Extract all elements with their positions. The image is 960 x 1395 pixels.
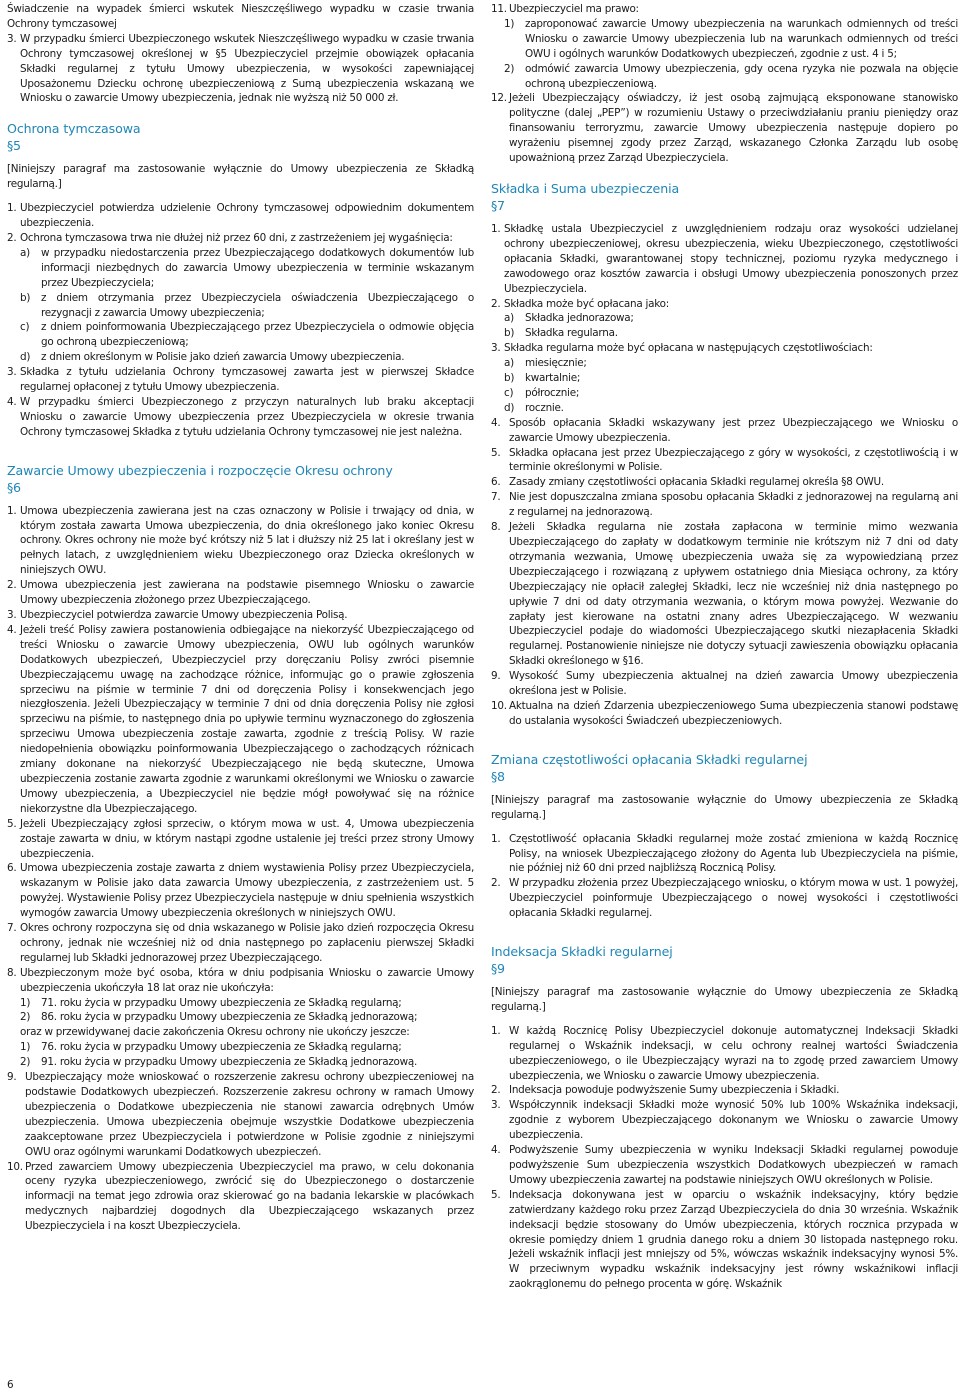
sub-list-item bbox=[491, 386, 958, 401]
item-number: 2. bbox=[491, 297, 501, 310]
item-text: oraz w przewidywanej dacie zakończenia Okresu ochrony nie ukończy jeszcze: bbox=[20, 1026, 410, 1039]
item-text: Nie jest dopuszczalna zmiana sposobu opłacania Składki z jednorazowej na regularną ani z regularnej na jednorazową. bbox=[509, 491, 958, 519]
item-text: Składka opłacana jest przez Ubezpieczającego z góry w wysokości, z częstotliwością i w terminie określonymi w Polisie. bbox=[509, 446, 958, 474]
item-number: 3. bbox=[491, 342, 501, 355]
item-text: W przypadku śmierci Ubezpieczonego wskutek Nieszczęśliwego wypadku w czasie trwania Ochrony tymczasowej określonej w §5 Ubezpieczyciel przejmie obowiązek opłacania Składki regularnej z tytułu Umowy ubezpieczenia, w wysokości zapewniającej Uposażonemu Dziecku ochronę ubezpieczeniową z Sumą ubezpieczenia wskazaną we Wniosku o zawarcie Umowy ubezpieczenia, jednak nie wyższą niż 50 000 zł. bbox=[20, 32, 474, 105]
item-text: Ubezpieczyciel potwierdza zawarcie Umowy ubezpieczenia Polisą. bbox=[20, 609, 348, 621]
item-text: Umowa ubezpieczenia jest zawierana na podstawie pisemnego Wniosku o zawarcie Umowy ubezpieczenia złożonego przez Ubezpieczającego. bbox=[20, 579, 474, 607]
item-number: 2) bbox=[20, 1011, 31, 1024]
list-item bbox=[7, 365, 474, 395]
item-number: b) bbox=[504, 327, 515, 340]
item-text: Podwyższenie Sumy ubezpieczenia w wyniku Indeksacji Składki regularnej powoduje podwyższenie Sum ubezpieczenia wszystkich Dodatkowych ubezpieczeń w ramach Umowy ubezpieczenia zawartej na podstawie niniejszych OWU określonych w Polisie. bbox=[509, 1144, 958, 1186]
item-number: 5. bbox=[491, 1188, 501, 1201]
list-item bbox=[7, 623, 474, 817]
section-number-7: §7 bbox=[491, 197, 505, 213]
sub-list-item bbox=[491, 62, 958, 92]
sub-list-item bbox=[491, 17, 958, 62]
item-text: zaproponować zawarcie Umowy ubezpieczenia na warunkach odmiennych od treści Wniosku o zawarcie Umowy ubezpieczenia lub na warunkach odmiennych od treści OWU i ogólnych warunków Dodatkowych ubezpieczeń, zgodnie z ust. 4 i 5; bbox=[525, 17, 958, 60]
sub-list-item bbox=[7, 1040, 474, 1055]
item-number: 1) bbox=[504, 17, 515, 30]
item-text: Sposób opłacania Składki wskazywany jest przez Ubezpieczającego we Wniosku o zawarcie Umowy ubezpieczenia. bbox=[509, 416, 958, 444]
item-text: miesięcznie; bbox=[525, 357, 587, 370]
list-item bbox=[491, 1024, 958, 1084]
item-text: Przed zawarciem Umowy ubezpieczenia Ubezpieczyciel ma prawo, w celu dokonania oceny ryzyka ubezpieczeniowego, zwrócić się do Ubezpieczonego o dostarczenie informacji na temat jego zdrowia oraz skierować go na badania lekarskie w placówkach medycznych najbardziej dogodnych dla Ubezpieczającego wskazanych przez Ubezpieczyciela i na koszt Ubezpieczyciela. bbox=[25, 1160, 474, 1233]
item-number: 7. bbox=[491, 491, 501, 504]
list-item bbox=[7, 201, 474, 231]
page-number: 6 bbox=[7, 1379, 14, 1391]
section-number-9: §9 bbox=[491, 961, 505, 977]
item-number: 2. bbox=[7, 231, 17, 244]
item-number: d) bbox=[504, 401, 515, 414]
item-number: 9. bbox=[7, 1071, 17, 1084]
list-item bbox=[7, 1070, 474, 1159]
item-text: półrocznie; bbox=[525, 386, 580, 399]
sub-list-item bbox=[7, 291, 474, 321]
list-item bbox=[491, 832, 958, 877]
item-number: 1. bbox=[7, 504, 17, 517]
section-number-8: §8 bbox=[491, 768, 505, 784]
item-text: Jeżeli Składka regularna nie została zapłacona w terminie mimo wezwania Ubezpieczającego do zapłaty w dodatkowym terminie nie krótszym niż 7 dni od daty otrzymania wezwania, Umowę ubezpieczenia uważa się za wypowiedzianą przez Ubezpieczającego i rozwiązaną z upływem ostatniego dnia Miesiąca ochrony, za który Ubezpieczający nie opłacił zaległej Składki, lecz nie wcześniej niż dnia następnego po upływie 7 dni od daty otrzymania wezwania, o którym mowa powyżej. Wezwanie do zapłaty jest kierowane na ostatni znany adres Ubezpieczającego. W wezwaniu Ubezpieczyciel podaje do wiadomości Ubezpieczającego skutki niezapłacenia Składki regularnej. Postanowienie niniejsze nie dotyczy sytuacji zawieszenia obowiązku opłacania Składki określonego w §16. bbox=[509, 521, 958, 668]
item-number: 1. bbox=[491, 1024, 501, 1037]
sub-list-item bbox=[7, 320, 474, 350]
item-number: 8. bbox=[7, 966, 17, 979]
list-item-continuation bbox=[7, 1025, 474, 1040]
item-number: 1. bbox=[7, 202, 17, 215]
list-item bbox=[7, 817, 474, 862]
item-number: 2. bbox=[7, 579, 17, 592]
item-text: Umowa ubezpieczenia zawierana jest na czas oznaczony w Polisie i trwający od dnia, w którym została zawarta Umowa ubezpieczenia, do dnia określonego jako koniec Okresu ochrony. Okres ochrony nie może być krótszy niż 5 lat i dłuższy niż 25 lat i określany jest w pełnych latach, z uwzględnieniem wieku Ubezpieczonego oraz Dziecka określonych w niniejszych OWU. bbox=[20, 504, 474, 577]
item-number: a) bbox=[504, 357, 514, 370]
item-text: Składka może być opłacana jako: bbox=[504, 297, 670, 310]
item-text: Składka z tytułu udzielania Ochrony tymczasowej zawarta jest w pierwszej Składce regularnej opłaconej z tytułu Umowy ubezpieczenia. bbox=[20, 366, 474, 394]
item-text: z dniem poinformowania Ubezpieczającego przez Ubezpieczyciela o odmowie objęcia go ochroną ubezpieczeniową; bbox=[41, 321, 474, 349]
item-number: 10. bbox=[491, 699, 507, 712]
section-title-8: Zmiana częstotliwości opłacania Składki regularnej bbox=[491, 751, 808, 767]
section-title-6: Zawarcie Umowy ubezpieczenia i rozpoczęcie Okresu ochrony bbox=[7, 462, 393, 478]
list-item bbox=[491, 520, 958, 669]
list-item bbox=[491, 297, 958, 312]
list-item bbox=[491, 446, 958, 476]
item-number: 3. bbox=[7, 32, 17, 45]
section-number-5: §5 bbox=[7, 138, 21, 154]
intro-text: Świadczenie na wypadek śmierci wskutek Nieszczęśliwego wypadku w czasie trwania Ochrony tymczasowej bbox=[7, 3, 474, 30]
item-text: odmówić zawarcia Umowy ubezpieczenia, gdy ocena ryzyka nie pozwala na objęcie ochroną ubezpieczeniową. bbox=[525, 62, 958, 90]
item-text: w przypadku niedostarczenia przez Ubezpieczającego dodatkowych dokumentów lub informacji niezbędnych do zawarcia Umowy ubezpieczenia w terminie wskazanym przez Ubezpieczyciela; bbox=[41, 246, 474, 289]
list-item bbox=[7, 1160, 474, 1235]
item-text: rocznie. bbox=[525, 401, 564, 414]
sub-list-item bbox=[7, 246, 474, 291]
sub-list-item bbox=[7, 996, 474, 1011]
item-number: 6. bbox=[7, 862, 17, 875]
item-number: 8. bbox=[491, 521, 501, 534]
item-number: 2. bbox=[491, 877, 501, 890]
list-item bbox=[7, 395, 474, 440]
section-note-9: [Niniejszy paragraf ma zastosowanie wyłącznie do Umowy ubezpieczenia ze Składką regularną.] bbox=[491, 986, 958, 1013]
item-number: 2) bbox=[504, 62, 515, 75]
item-number: 7. bbox=[7, 922, 17, 935]
item-number: 4. bbox=[7, 623, 17, 636]
item-text: W przypadku śmierci Ubezpieczonego z przyczyn naturalnych lub braku akceptacji Wniosku o zawarcie Umowy ubezpieczenia przez Ubezpieczyciela w okresie trwania Ochrony tymczasowej Składka z tytułu udzielania Ochrony tymczasowej nie jest należna. bbox=[20, 395, 474, 438]
item-number: c) bbox=[20, 321, 30, 334]
item-text: Ubezpieczyciel ma prawo: bbox=[509, 3, 639, 15]
item-text: Okres ochrony rozpoczyna się od dnia wskazanego w Polisie jako dzień rozpoczęcia Okresu ochrony, jednak nie wcześniej niż od dnia następnego po zapłaceniu pierwszej Składki regularnej lub Składki jednorazowej przez Ubezpieczającego. bbox=[20, 922, 474, 964]
item-text: Indeksacja dokonywana jest w oparciu o wskaźnik indeksacyjny, który będzie zatwierdzany każdego roku przez Zarząd Ubezpieczyciela do dnia 30 września. Wskaźnik indeksacji będzie stosowany do Umów ubezpieczenia, których rocznica przypada w okresie pomiędzy dniem 1 grudnia danego roku a dniem 30 listopada następnego roku. Jeżeli wskaźnik inflacji jest mniejszy od 5%, wówczas wskaźnik indeksacyjny wynosi 5%. W przeciwnym wypadku wskaźnik indeksacyjny jest równy wskaźnikowi inflacji zaokrąglonemu do pełnego procenta w górę. Wskaźnik bbox=[509, 1188, 958, 1291]
item-number: c) bbox=[504, 386, 514, 399]
list-item bbox=[7, 608, 474, 623]
item-text: Składka regularna. bbox=[525, 327, 618, 340]
list-item bbox=[7, 504, 474, 579]
sub-list-item bbox=[7, 1010, 474, 1025]
item-number: 4. bbox=[491, 416, 501, 429]
list-item bbox=[7, 966, 474, 996]
list-item bbox=[7, 861, 474, 921]
list-item bbox=[491, 876, 958, 921]
left-column bbox=[7, 2, 474, 1234]
item-text: Jeżeli treść Polisy zawiera postanowienia odbiegające na niekorzyść Ubezpieczającego od treści Wniosku o zawarcie Umowy ubezpieczenia, OWU lub ogólnych warunków Dodatkowych ubezpieczeń, Ubezpieczyciel przy doręczaniu Polisy zwróci pisemnie Ubezpieczającemu uwagę na zachodzące różnice, informując go o prawie zgłoszenia sprzeciwu na piśmie w terminie 7 dni od doręczenia Polisy i konsekwencjach jego niezgłoszenia. Jeżeli Ubezpieczający w terminie 7 dni od dnia doręczenia Polisy nie zgłosi sprzeciwu na piśmie, to następnego dnia po upływie terminu wyznaczonego do zgłoszenia sprzeciwu Umowa ubezpieczenia zostaje zawarta, zgodnie z treścią Polisy. W razie niedopełnienia obowiązku poinformowania Ubezpieczającego o zachodzących różnicach zmiany dokonane na niekorzyść Ubezpieczającego nie będą skuteczne, Umowa ubezpieczenia zostanie zawarta zgodnie z warunkami określonymi we Wniosku o zawarcie Umowy ubezpieczenia, a Ubezpieczyciel nie będzie mógł powoływać się na różnice niekorzystne dla Ubezpieczającego. bbox=[20, 623, 474, 815]
item-number: 3. bbox=[491, 1099, 501, 1112]
right-column bbox=[491, 2, 958, 1292]
list-item bbox=[491, 1083, 958, 1098]
list-item bbox=[7, 578, 474, 608]
item-text: Ubezpieczyciel potwierdza udzielenie Ochrony tymczasowej odpowiednim dokumentem ubezpieczenia. bbox=[20, 202, 474, 230]
item-number: d) bbox=[20, 351, 31, 364]
item-number: 5. bbox=[491, 446, 501, 459]
list-item bbox=[491, 416, 958, 446]
item-text: z dniem określonym w Polisie jako dzień zawarcia Umowy ubezpieczenia. bbox=[41, 351, 405, 364]
item-number: 1) bbox=[20, 1041, 31, 1054]
item-number: a) bbox=[20, 246, 30, 259]
sub-list-item bbox=[491, 311, 958, 326]
list-item bbox=[491, 1143, 958, 1188]
item-number: 1. bbox=[491, 832, 501, 845]
item-text: Indeksacja powoduje podwyższenie Sumy ubezpieczenia i Składki. bbox=[509, 1084, 840, 1097]
list-item bbox=[491, 341, 958, 356]
list-item bbox=[491, 669, 958, 699]
sub-list-item bbox=[7, 1055, 474, 1070]
item-text: 86. roku życia w przypadku Umowy ubezpieczenia ze Składką jednorazową; bbox=[41, 1011, 418, 1024]
item-text: Wysokość Sumy ubezpieczenia aktualnej na dzień zawarcia Umowy ubezpieczenia określona jest w Polisie. bbox=[509, 670, 958, 698]
item-text: 76. roku życia w przypadku Umowy ubezpieczenia ze Składką regularną; bbox=[41, 1041, 402, 1054]
list-item bbox=[491, 699, 958, 729]
item-text: Składkę ustala Ubezpieczyciel z uwzględnieniem rodzaju oraz wysokości udzielanej ochrony ubezpieczeniowej, okresu ubezpieczenia, wieku Ubezpieczonego, częstotliwości opłacania Składki, gwarantowanej stopy technicznej, poziomu ryzyka medycznego i zawodowego oraz kosztów zawarcia i obsługi Umowy ubezpieczenia ponoszonych przez Ubezpieczyciela. bbox=[504, 222, 958, 295]
list-item bbox=[491, 1188, 958, 1292]
item-number: 2) bbox=[20, 1056, 31, 1069]
item-number: 3. bbox=[7, 609, 17, 621]
item-number: 2. bbox=[491, 1084, 501, 1097]
item-number: b) bbox=[20, 291, 31, 304]
item-text: Składka jednorazowa; bbox=[525, 312, 634, 325]
item-number: a) bbox=[504, 312, 514, 325]
sub-list-item bbox=[7, 350, 474, 365]
section-note-5: [Niniejszy paragraf ma zastosowanie wyłącznie do Umowy ubezpieczenia ze Składką regularną.] bbox=[7, 163, 474, 191]
sub-list-item bbox=[491, 356, 958, 371]
list-item bbox=[491, 490, 958, 520]
item-number: 1) bbox=[20, 996, 31, 1009]
item-number: 1. bbox=[491, 222, 501, 235]
item-text: 91. roku życia w przypadku Umowy ubezpieczenia ze Składką jednorazową. bbox=[41, 1056, 418, 1069]
section-title-9: Indeksacja Składki regularnej bbox=[491, 944, 673, 960]
item-number: 4. bbox=[7, 395, 17, 408]
item-number: 10. bbox=[7, 1160, 23, 1173]
item-number: b) bbox=[504, 372, 515, 385]
list-item bbox=[491, 222, 958, 297]
item-text: Jeżeli Ubezpieczający zgłosi sprzeciw, o którym mowa w ust. 4, Umowa ubezpieczenia zostaje zawarta w dniu, w którym nastąpi zgodne ustalenie jej treści przez strony Umowy ubezpieczenia. bbox=[20, 817, 474, 860]
item-number: 12. bbox=[491, 92, 507, 105]
list-item bbox=[491, 475, 958, 490]
item-number: 5. bbox=[7, 817, 17, 830]
sub-list-item bbox=[491, 371, 958, 386]
item-number: 9. bbox=[491, 670, 501, 683]
list-item bbox=[7, 921, 474, 966]
item-text: Jeżeli Ubezpieczający oświadczy, iż jest osobą zajmującą eksponowane stanowisko polityczne (dalej „PEP”) w rozumieniu Ustawy o przeciwdziałaniu praniu pieniędzy oraz finansowaniu terroryzmu, zawarcie Umowy ubezpieczenia następuje dopiero po wyrażeniu pisemnej zgody przez Zarząd, wskazanego Członka Zarządu lub osobę upoważnioną przez Zarząd Ubezpieczyciela. bbox=[509, 92, 958, 165]
sub-list-item bbox=[491, 401, 958, 416]
item-number: 3. bbox=[7, 366, 17, 379]
item-text: Składka regularna może być opłacana w następujących częstotliwościach: bbox=[504, 342, 873, 355]
sub-list-item bbox=[491, 326, 958, 341]
section-title-7: Składka i Suma ubezpieczenia bbox=[491, 180, 680, 196]
item-text: Zasady zmiany częstotliwości opłacania Składki regularnej określa §8 OWU. bbox=[509, 476, 884, 489]
item-text: W przypadku złożenia przez Ubezpieczającego wniosku, o którym mowa w ust. 1 powyżej, Ubezpieczyciel poinformuje Ubezpieczającego o nowej wysokości i częstotliwości opłacania Składki regularnej. bbox=[509, 877, 958, 920]
item-text: W każdą Rocznicę Polisy Ubezpieczyciel dokonuje automatycznej Indeksacji Składki regularnej o Wskaźnik indeksacji, w celu ochrony realnej wartości Świadczenia ubezpieczeniowego, o ile Ubezpieczający wyrazi na to zgodę przed zawarciem Umowy ubezpieczenia, we Wniosku o zawarcie Umowy ubezpieczenia. bbox=[509, 1024, 958, 1082]
item-text: z dniem otrzymania przez Ubezpieczyciela oświadczenia Ubezpieczającego o rezygnacji z zawarcia Umowy ubezpieczenia; bbox=[41, 291, 474, 319]
item-text: Umowa ubezpieczenia zostaje zawarta z dniem wystawienia Polisy przez Ubezpieczyciela, wskazanym w Polisie jako data zawarcia Umowy ubezpieczenia, z zastrzeżeniem ust. 5 powyżej. Wystawienie Polisy przez Ubezpieczyciela następuje w dniu spełnienia wszystkich wymogów zawarcia Umowy ubezpieczenia określonych w niniejszych OWU. bbox=[20, 862, 474, 920]
item-text: Współczynnik indeksacji Składki może wynosić 50% lub 100% Wskaźnika indeksacji, zgodnie z wyborem Ubezpieczającego dokonanym we Wniosku o zawarcie Umowy ubezpieczenia. bbox=[509, 1099, 958, 1142]
item-text: Aktualna na dzień Zdarzenia ubezpieczeniowego Suma ubezpieczenia stanowi podstawę do ustalania wysokości Świadczeń ubezpieczeniowych. bbox=[509, 699, 958, 727]
list-item bbox=[7, 32, 474, 107]
list-item bbox=[7, 231, 474, 246]
item-text: Ubezpieczający może wnioskować o rozszerzenie zakresu ochrony ubezpieczeniowej na podstawie Dodatkowych ubezpieczeń. Rozszerzenie zakresu ochrony w ramach Umowy ubezpieczenia o Dodatkowe ubezpieczenia nie stanowi zawarcia odrębnych Umów ubezpieczenia. Umowa ubezpieczenia obejmuje wszystkie Dodatkowe ubezpieczenia zaakceptowane przez Ubezpieczyciela i potwierdzone w Polisie zgodnie z niniejszymi OWU oraz ogólnymi warunkami Dodatkowych ubezpieczeń. bbox=[25, 1071, 474, 1158]
list-item bbox=[491, 91, 958, 166]
item-text: Ochrona tymczasowa trwa nie dłużej niż przez 60 dni, z zastrzeżeniem jej wygaśnięcia: bbox=[20, 231, 453, 244]
item-text: Częstotliwość opłacania Składki regularnej może zostać zmieniona w każdą Rocznicę Polisy, na wniosek Ubezpieczającego złożony do Agenta lub Ubezpieczyciela na piśmie, nie później niż 60 dni przed najbliższą Rocznicą Polisy. bbox=[509, 832, 958, 875]
section-note-8: [Niniejszy paragraf ma zastosowanie wyłącznie do Umowy ubezpieczenia ze Składką regularną.] bbox=[491, 793, 958, 821]
item-text: 71. roku życia w przypadku Umowy ubezpieczenia ze Składką regularną; bbox=[41, 996, 402, 1009]
item-text: kwartalnie; bbox=[525, 372, 581, 385]
item-text: Ubezpieczonym może być osoba, która w dniu podpisania Wniosku o zawarcie Umowy ubezpieczenia ukończyła 18 lat oraz nie ukończyła: bbox=[20, 966, 474, 994]
list-item bbox=[491, 1098, 958, 1143]
item-number: 11. bbox=[491, 3, 507, 15]
list-item bbox=[491, 2, 958, 17]
item-number: 4. bbox=[491, 1144, 501, 1157]
item-number: 6. bbox=[491, 476, 501, 489]
section-title-5: Ochrona tymczasowa bbox=[7, 121, 141, 137]
section-number-6: §6 bbox=[7, 479, 21, 495]
